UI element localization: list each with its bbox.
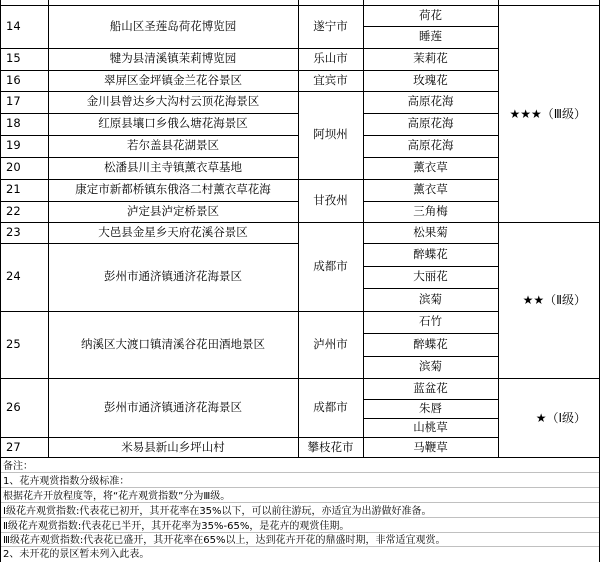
flower-cell: 高原花海 <box>407 138 454 153</box>
flower-cell: 朱唇 <box>419 400 442 415</box>
notes-line-4: Ⅱ级花卉观赏指数:代表花已半开，其开花率为35%-65%，是花卉的观赏佳期。 <box>3 521 350 532</box>
notes-title: 备注： <box>3 461 33 472</box>
row-number: 18 <box>6 116 21 131</box>
flower-cell: 荷花 <box>419 7 442 22</box>
flower-cell: 滨菊 <box>419 359 442 374</box>
scenic-name: 船山区圣莲岛荷花博览园 <box>109 18 237 33</box>
notes-line-2: 根据花卉开放程度等，将“花卉观赏指数”分为Ⅲ级。 <box>3 491 231 502</box>
scenic-name: 翠屏区金坪镇金兰花谷景区 <box>104 72 242 87</box>
row-number: 15 <box>6 51 21 66</box>
city-cell: 攀枝花市 <box>307 439 354 454</box>
flower-cell: 大丽花 <box>413 269 448 284</box>
city-cell: 宜宾市 <box>313 72 348 87</box>
row-number: 24 <box>6 269 21 284</box>
flower-cell: 睡莲 <box>419 29 442 44</box>
scenic-name: 犍为县清溪镇茉莉博览园 <box>109 51 237 66</box>
scenic-name: 彭州市通济镇通济花海景区 <box>104 399 242 414</box>
flower-cell: 薰衣草 <box>413 160 448 175</box>
scenic-name: 彭州市通济镇通济花海景区 <box>104 269 242 284</box>
flower-cell: 三角梅 <box>413 203 448 218</box>
notes-line-6: 2、未开花的景区暂未列入此表。 <box>3 549 150 560</box>
scenic-name: 若尔盖县花湖景区 <box>127 138 219 153</box>
notes-line-3: Ⅰ级花卉观赏指数:代表花已初开，其开花率在35%以下，可以前往游玩，亦适宜为出游做好准备。 <box>3 506 432 517</box>
city-cell: 泸州市 <box>313 336 348 351</box>
flower-cell: 醉蝶花 <box>413 336 448 351</box>
notes-line-5: Ⅲ级花卉观赏指数:代表花已盛开，其开花率在65%以上，达到花卉开花的鼎盛时期，非常适宜观赏。 <box>3 535 446 546</box>
flower-cell: 松果菊 <box>413 224 448 239</box>
row-number: 27 <box>6 439 21 454</box>
flower-cell: 玫瑰花 <box>413 72 448 87</box>
flower-cell: 薰衣草 <box>413 182 448 197</box>
scenic-name: 红原县壤口乡俄么塘花海景区 <box>98 116 248 131</box>
row-number: 14 <box>6 18 21 33</box>
flower-cell: 山桃草 <box>413 419 448 434</box>
row-number: 21 <box>6 182 21 197</box>
scenic-name: 松潘县川主寺镇薰衣草基地 <box>104 160 242 175</box>
flower-cell: 高原花海 <box>407 94 454 109</box>
rating-cell: ★（Ⅰ级） <box>535 411 586 425</box>
notes-line-1: 1、花卉观赏指数分级标准： <box>3 476 130 487</box>
flower-cell: 滨菊 <box>419 291 442 306</box>
city-cell: 乐山市 <box>313 51 348 66</box>
flower-cell: 石竹 <box>419 314 442 329</box>
row-number: 19 <box>6 138 21 153</box>
flower-cell: 蓝盆花 <box>413 380 448 395</box>
row-number: 23 <box>6 224 21 239</box>
notes-section <box>0 458 600 562</box>
city-cell: 甘孜州 <box>313 192 348 207</box>
row-number: 22 <box>6 203 21 218</box>
rating-cell: ★★（Ⅱ级） <box>522 293 586 307</box>
city-cell: 阿坝州 <box>313 127 348 142</box>
flower-cell: 醉蝶花 <box>413 246 448 261</box>
row-number: 17 <box>6 94 21 109</box>
scenic-name: 金川县曾达乡大沟村云顶花海景区 <box>86 94 260 109</box>
scenic-name: 泸定县泸定桥景区 <box>127 203 219 218</box>
rating-cell: ★★★（Ⅲ级） <box>509 106 586 121</box>
scenic-name: 纳溪区大渡口镇清溪谷花田酒地景区 <box>81 336 265 351</box>
city-cell: 成都市 <box>313 399 348 414</box>
row-number: 20 <box>6 160 21 175</box>
row-number: 16 <box>6 72 21 87</box>
city-cell: 遂宁市 <box>313 18 348 33</box>
flower-cell: 马鞭草 <box>413 439 448 454</box>
city-cell: 成都市 <box>313 258 348 273</box>
scenic-name: 康定市新都桥镇东俄洛二村薰衣草花海 <box>75 182 271 197</box>
row-number: 26 <box>6 399 21 414</box>
scenic-name: 大邑县金星乡天府花溪谷景区 <box>98 224 248 239</box>
flower-cell: 高原花海 <box>407 116 454 131</box>
scenic-name: 米易县新山乡坪山村 <box>121 439 225 454</box>
flower-cell: 茉莉花 <box>413 51 448 66</box>
row-number: 25 <box>6 336 21 351</box>
